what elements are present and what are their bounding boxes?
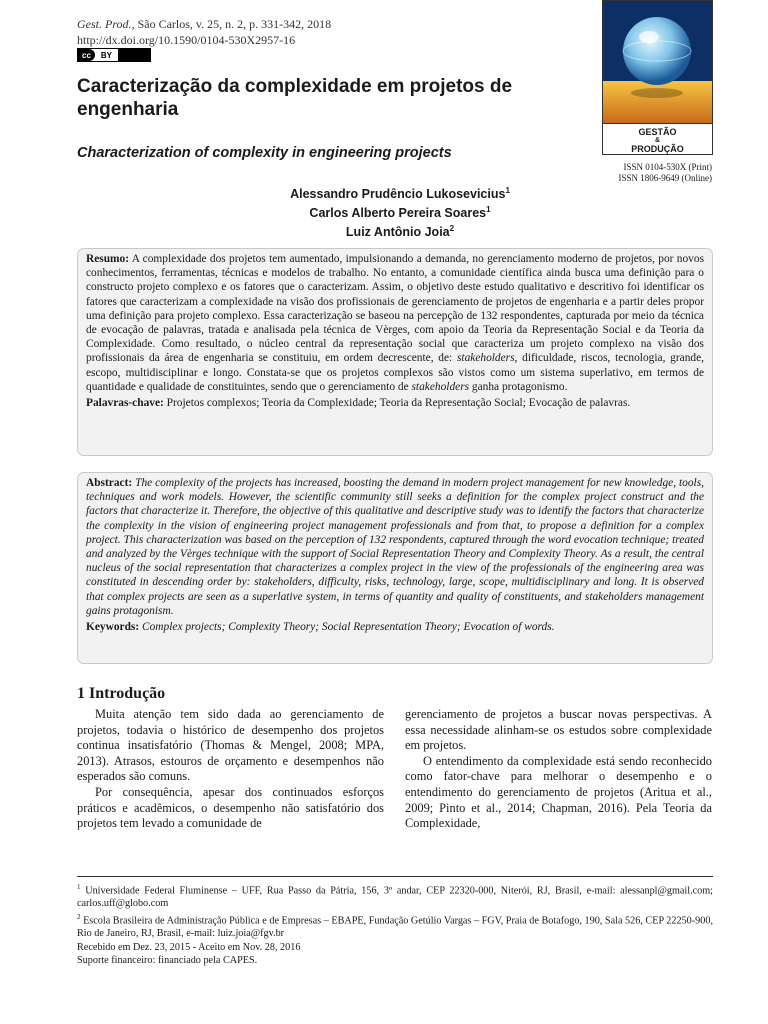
- footnote-divider: [77, 876, 713, 877]
- by-label: BY: [95, 51, 118, 60]
- issn-online: ISSN 1806-9649 (Online): [618, 173, 712, 183]
- abstract-box: [77, 472, 713, 664]
- section-heading: 1 Introdução: [77, 685, 166, 702]
- issn-block: [590, 162, 712, 184]
- journal-details: , São Carlos, v. 25, n. 2, p. 331-342, 2018: [131, 17, 332, 31]
- paragraph: Por consequência, apesar dos continuados esforços práticos e acadêmicos, o desempenho não satisfatório dos projetos tem levado a comunidade de: [77, 784, 384, 831]
- paragraph: gerenciamento de projetos a buscar novas perspectivas. A essa necessidade alinham-se os estudos sobre complexidade em projetos.: [405, 707, 712, 753]
- cc-license-badge[interactable]: [77, 48, 151, 62]
- journal-citation: [77, 16, 331, 32]
- footnote-2: $^2$ Escola Brasileira de Administração Pública e de Empresas – EBAPE, Fundação Getúlio Vargas – FGV, Praia de Botafogo, 190, Sala 526, CEP 22250-900, Rio de Janeiro, RJ, Brasil, e-mail: luiz.joia@fgv.br: [77, 913, 713, 939]
- author-1: Alessandro Prudêncio Lukosevicius$^1$: [290, 186, 510, 202]
- cc-icon: cc: [78, 49, 95, 61]
- resumo-keywords: Palavras-chave: Projetos complexos; Teoria da Complexidade; Teoria da Representação Social; Evocação de palavras.: [86, 397, 631, 410]
- funding-note: Suporte financeiro: financiado pela CAPES.: [77, 955, 258, 966]
- footnote-1: $^1$ Universidade Federal Fluminense – UFF, Rua Passo da Pátria, 156, 3º andar, CEP 22320-000, Niterói, RJ, Brasil, e-mail: alessanpl@gmail.com; carlos.uff@globo.com: [77, 883, 713, 909]
- issn-print: ISSN 0104-530X (Print): [623, 162, 712, 172]
- abstract-keywords: Keywords: Complex projects; Complexity Theory; Social Representation Theory; Evocation of words.: [86, 621, 555, 634]
- resumo-text: Resumo: A complexidade dos projetos tem aumentado, impulsionando a demanda, no gerenciamento moderno de projetos, por novos conhecimentos, ferramentas, técnicas e modelos de trabalho. No entanto, a comunidade científica ainda busca uma definição para o constructo projeto complexo e os fatores que o caracterizam. Assim, o objetivo deste estudo qualitativo e descritivo foi identificar os fatores que caracterizam a complexidade na visão dos profissionais de gerenciamento de projetos de engenharia e a partir deles propor uma definição para projeto complexo. Essa caracterização se baseou na percepção de 132 respondentes, capturada por meio da técnica de evocação de palavras, tratada e analisada pela técnica de Vèrges, com apoio da Teoria da Representação Social e da Teoria da Complexidade. Como resultado, o núcleo central da representação social que caracteriza um projeto complexo na visão dos profissionais da área de engenharia se constituiu, em ordem decrescente, de: stakeholders, dificuldade, riscos, tecnologia, grande, escopo, multidisciplinar e longo. Constata-se que os projetos complexos são vistos como um sistema superlativo, em termos de quantidade e qualidade de constituintes, sendo que o gerenciamento de stakeholders ganha protagonismo.: [86, 253, 704, 393]
- abstract-text: Abstract: The complexity of the projects has increased, boosting the demand in modern project management for new knowledge, tools, techniques and work models. However, the scientific community still seeks a definition for the complex project construct and the factors that characterize it. Therefore, the objective of this qualitative and descriptive study was to identify the factors that characterize the complexity in the vision of engineering project management professionals and from that, to propose a definition for a complex project. This characterization was based on the perception of 132 respondents, captured through the word evocation technique; treated and analyzed by the Vèrges technique with the support of Social Representation Theory and Complexity Theory. As a result, the central nucleus of the social representation that characterizes a complex project in the view of the professionals of the engineering area was constituted in descending order by: stakeholders, difficulty, risks, technology, large, scope, multidisciplinary and long. It is observed that complex projects are seen as a superlative system, in terms of quantity and quality of constituents, and stakeholders management gains protagonism.: [86, 477, 704, 617]
- body-column-2: [405, 707, 712, 832]
- author-3: Luiz Antônio Joia$^2$: [345, 224, 455, 240]
- author-list: [200, 183, 600, 240]
- journal-logo: [602, 0, 713, 155]
- doi-link[interactable]: http://dx.doi.org/10.1590/0104-530X2957-16: [77, 33, 296, 47]
- logo-label: GESTÃO & PRODUÇÃO: [602, 124, 713, 155]
- received-date: Recebido em Dez. 23, 2015 - Aceito em Nov. 28, 2016: [77, 942, 301, 953]
- resumo-box: [77, 248, 713, 456]
- badge-fill: [118, 49, 150, 61]
- paragraph: O entendimento da complexidade está sendo reconhecido como fator-chave para melhorar o desempenho e o entendimento do gerenciamento de projetos (Aritua et al., 2009; Pinto et al., 2014; Chapman, 2016). Pela Teoria da Complexidade,: [405, 753, 712, 831]
- paragraph: Muita atenção tem sido dada ao gerenciamento de projetos, todavia o histórico de desempenho dos projetos continua insatisfatório (Thomas & Mengel, 2008; MPA, 2013). Atrasos, estouros de orçamento e desempenhos não esperados são comuns.: [77, 707, 384, 784]
- journal-name: Gest. Prod.: [77, 17, 132, 31]
- globe-icon: [602, 0, 713, 124]
- body-column-1: [77, 707, 384, 832]
- page-subtitle: Characterization of complexity in engineering projects: [77, 145, 452, 161]
- author-2: Carlos Alberto Pereira Soares$^1$: [309, 205, 491, 221]
- page-title: Caracterização da complexidade em projetos de engenharia: [77, 76, 513, 120]
